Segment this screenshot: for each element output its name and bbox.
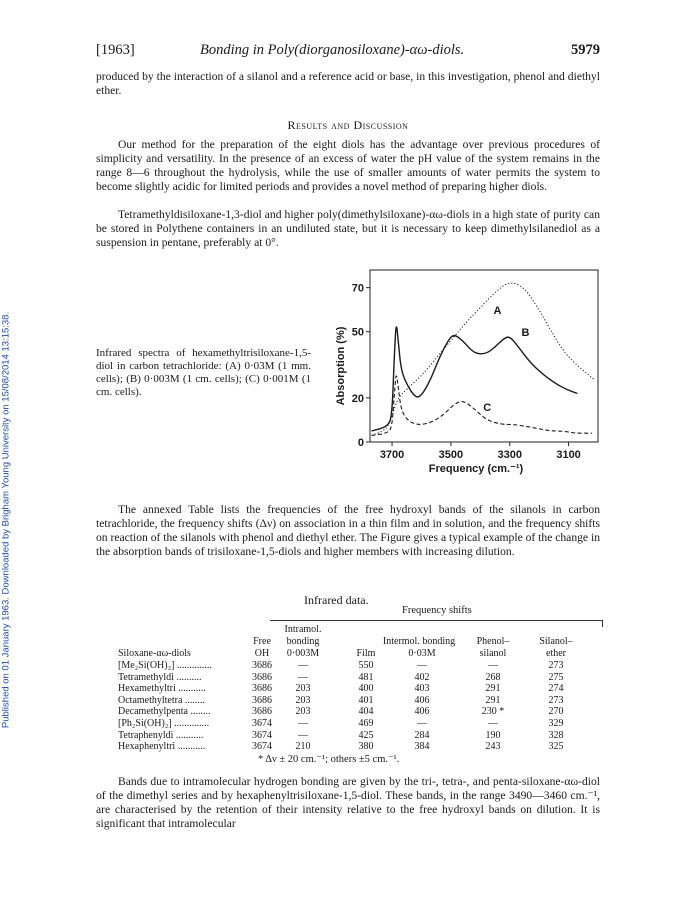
paragraph-4: Bands due to intramolecular hydrogen bonding are given by the tri-, tetra-, and penta-siloxane-αω-diol of the dimethyl series and by hexaphenyltrisiloxane-1,5-diol. These bands, in the range 3490—3460 cm.⁻¹, are characterised by the retention of their intensity relative to the free hydroxyl bands on dilution. It is significant that intramolecular [96,775,600,830]
table-cell: 210 [295,741,311,753]
table-cell: 203 [295,706,311,718]
curve-label-c: C [483,402,492,415]
table-cell: Hexamethyltri ........... [118,683,206,695]
table-cell: 274 [548,683,564,695]
table-cell: 230 * [481,706,505,718]
table-cell: 3686 [252,683,272,695]
page-number: 5979 [571,42,600,58]
running-title: Bonding in Poly(diorganosiloxane)-αω-diols. [200,42,465,58]
table-cell: 400 [358,683,374,695]
table-cell: 425 [358,729,374,741]
table-cell: 380 [358,741,374,753]
running-header [96,42,600,62]
x-tick-label: 3300 [497,449,522,461]
paragraph-3: The annexed Table lists the frequencies of the free hydroxyl bands of the silanols in carbon tetrachloride, the frequency shifts (Δν) on association in a thin film and in solution, and the frequency shifts on reaction of the silanols with phenol and diethyl ether. The Figure gives a typical example of the change in the absorption bands of trisiloxane-1,5-diols and higher members with increasing dilution. [96,503,600,558]
table-cell: — [417,660,427,671]
journal-year: [1963] [96,42,135,58]
table-cell: Tetraphenyldi ........... [118,729,204,741]
section-title: Results and Discussion [287,118,409,132]
table-cell: 270 [548,706,564,718]
table-cell: 406 [414,694,430,706]
table-cell: [Me₂Si(OH)₂] .............. [118,660,212,671]
table-cell: 3674 [252,729,272,741]
table-cell: 273 [548,660,564,671]
table-cell: 406 [414,706,430,718]
table-cell: — [298,718,308,729]
table-cell: — [298,671,308,683]
table-cell: 243 [485,741,501,753]
intro-paragraph: produced by the interaction of a silanol and a reference acid or base, in this investigation, phenol and diethyl ether. [96,70,600,97]
table-cell: 3686 [252,706,272,718]
table-cell: Octamethyltetra ........ [118,694,205,706]
table-cell: 203 [295,683,311,695]
table-title: Infrared data. [304,593,369,607]
table-cell: 291 [485,683,501,695]
table-cell: Tetramethyldi .......... [118,671,202,683]
table-cell: 401 [358,694,374,706]
plot-area-border [370,270,598,442]
download-watermark [0,0,18,911]
group-header-rule-tick [602,620,603,627]
table-cell: 203 [295,694,311,706]
paragraph-1: Our method for the preparation of the eight diols has the advantage over previous procedures of simplicity and versatility. In the presence of an excess of water the pH value of the system remains in the range 8—6 throughout the hydrolysis, while the use of smaller amounts of water permits the system to become slightly acidic for limited periods and provides a novel method of preparing higher diols. [96,138,600,193]
curve-labels [483,305,529,414]
table-cell: 3674 [252,718,272,729]
infrared-data-table: Infrared data. Frequency shifts Free OH Intramol. bonding 0·003M Intermol. bonding Film 0·03M Phenol– silanol Silanol– ether Siloxane-αω-diols [Me₂Si(OH)₂] .............. 3686 — 550 — — 273 Tetramethyldi .......... 3686 — 481 402 268 275 Hexamethyltri ........... 3686 203 400 403 291 274 Octamethyltetra ........ 3686 203 401 406 291 273 Decamethylpenta ........ 3686 203 404 406 230 * 270 [Ph₂Si(OH)₂] .............. 3674 — 469 — — 329 Tetraphenyldi ........... 3674 — 425 284 190 328 Hexaphenyltri ........... 3674 210 380 384 243 325 * Δν ± 20 cm.⁻¹; others ±5 cm.⁻¹. [96,593,600,763]
table-cell: 325 [548,741,564,753]
table-cell: 268 [485,671,501,683]
table-cell: 273 [548,694,564,706]
table-group-header: Frequency shifts [402,605,472,616]
curve-label-b: B [521,327,530,340]
table-cell: [Ph₂Si(OH)₂] .............. [118,718,210,729]
ir-spectrum-chart [326,262,616,488]
table-cell: 3686 [252,660,272,671]
table-cell: Hexaphenyltri ........... [118,741,206,753]
x-tick-label: 3500 [438,449,464,461]
y-tick-label: 50 [351,326,364,339]
y-axis-label: Absorption (%) [335,326,347,406]
table-cell: 3686 [252,671,272,683]
x-tick-label: 3100 [556,449,581,461]
table-cell: 284 [414,729,430,741]
table-cell: 481 [358,671,374,683]
y-tick-label: 20 [351,392,364,405]
table-cell: 384 [414,741,430,753]
table-cell: — [488,718,498,729]
table-cell: 402 [414,671,430,683]
table-cell: — [298,729,308,741]
table-cell: — [298,660,308,671]
y-tick-label: 0 [357,437,364,449]
y-tick-label: 70 [351,282,364,295]
table-cell: 404 [358,706,374,718]
paragraph-2: Tetramethyldisiloxane-1,3-diol and higher poly(dimethylsiloxane)-αω-diols in a high state of purity can be stored in Polythene containers in an undiluted state, but it is necessary to keep dimethylsilanediol as a suspension in pentane, preferably at 0°. [96,208,600,249]
table-cell: — [488,660,498,671]
table-cell: 328 [548,729,564,741]
table-cell: Decamethylpenta ........ [118,706,211,718]
y-axis-ticks [352,283,370,449]
x-axis-ticks [380,442,581,461]
table-cell: 403 [414,683,430,695]
x-tick-label: 3700 [379,449,405,461]
table-cell: 469 [358,718,374,729]
figure-caption: Infrared spectra of hexamethyltrisiloxane-1,5-diol in carbon tetrachloride: (A) 0·03M (1 mm. cells); (B) 0·003M (1 cm. cells); (C) 0·001M (1 cm. cells). [96,347,311,398]
table-cell: 291 [485,694,501,706]
table-cell: 550 [358,660,374,671]
download-watermark-text: Published on 01 January 1963. Downloaded by Brigham Young University on 15/08/2014 13:15:38. [0,311,12,729]
table-footnote: * Δν ± 20 cm.⁻¹; others ±5 cm.⁻¹. [258,754,400,765]
table-cell: 329 [548,718,564,729]
chart-frame [370,270,598,442]
series-b-curve [372,327,578,431]
group-header-rule [270,620,603,621]
table-cell: — [417,718,427,729]
table-cell: 3674 [252,741,272,753]
table-cell: 3686 [252,694,272,706]
table-cell: 275 [548,671,564,683]
table-cell: 190 [485,729,501,741]
curve-label-a: A [493,305,502,318]
x-axis-label: Frequency (cm.⁻¹) [428,463,524,475]
